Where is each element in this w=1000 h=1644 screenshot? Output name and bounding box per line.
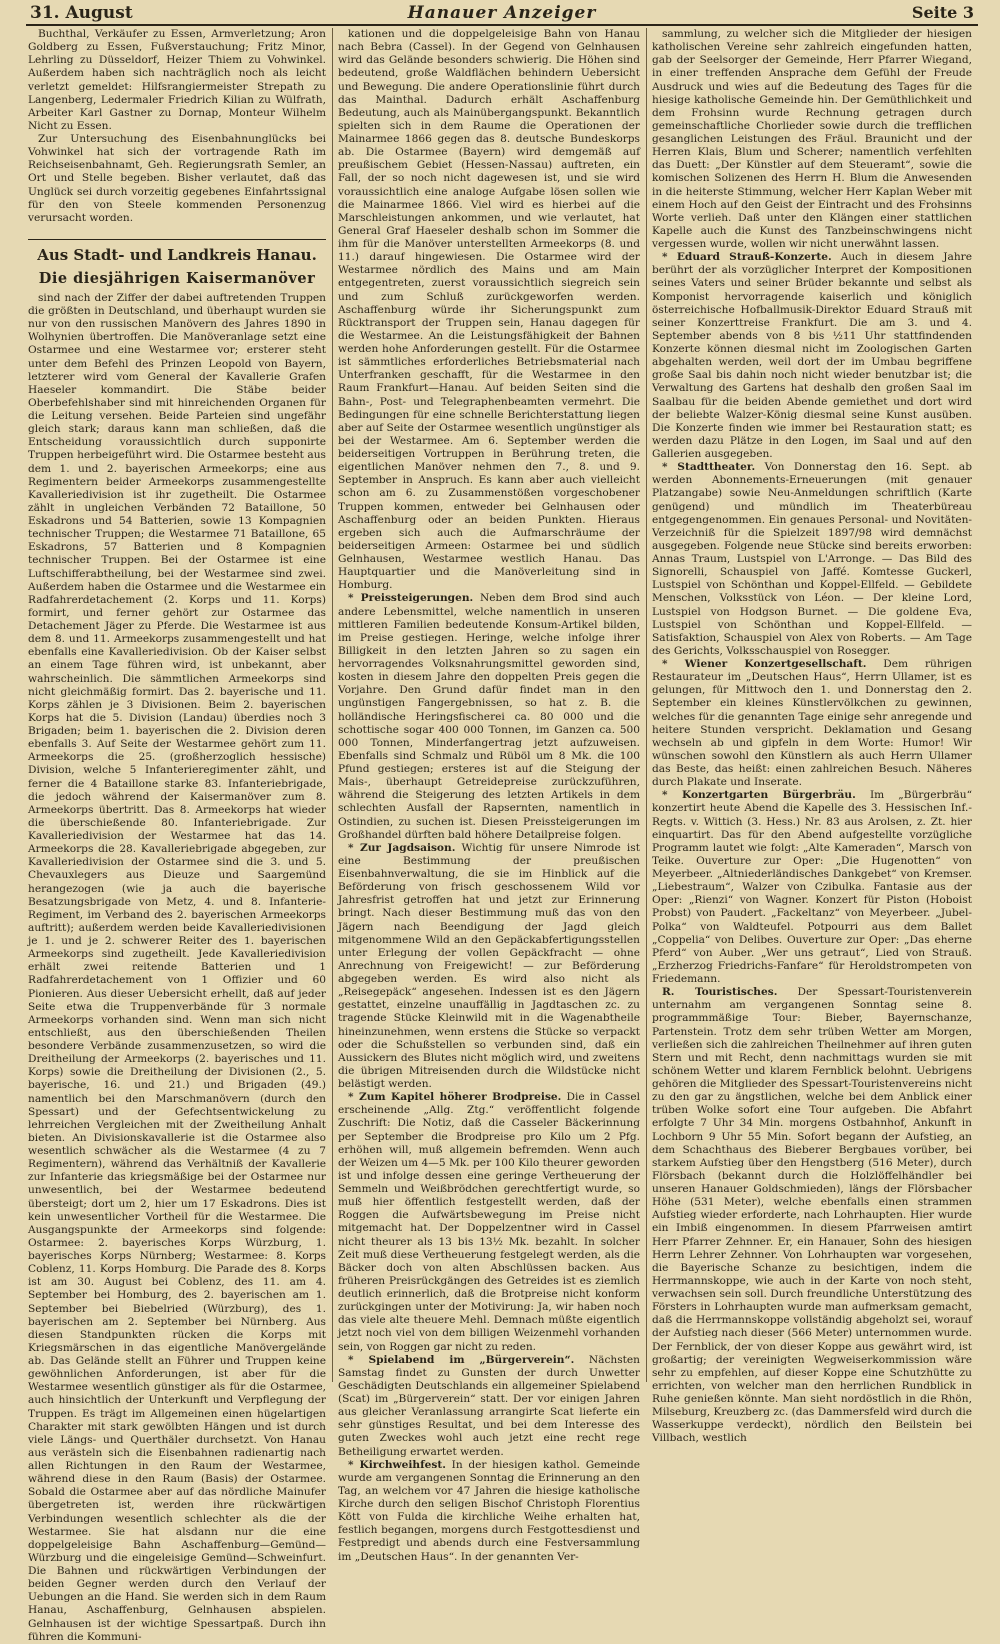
item-text: Von Donnerstag den 16. Sept. ab werden Abonnements-Erneuerungen (mit genauer Platzangabe) sowie Neu-Anmeldungen schriftlich (Karte genügend) und mündlich im Theaterbüreau entgegengenommen. Ein genaues Personal- und Novitäten-Verzeichniß für die Spielzeit 1897/98 wird demnächst ausgegeben. Folgende neue Stücke sind bereits erworben: Annas Traum, Lustspiel von L'Arronge. — Das Bild des Signorelli, Schauspiel von Jaffé. Komtesse Guckerl, Lustspiel von Schönthan und Koppel-Ellfeld. — Gebildete Menschen, Volksstück von Léon. — Der kleine Lord, Lustspiel von Hodgson Burnet. — Die goldene Eva, Lustspiel von Schönthan und Koppel-Ellfeld. — Satisfaktion, Schauspiel von Alex von Roberts. — Am Tage des Gerichts, Volksschauspiel von Rosegger. xyxy=(652,461,972,657)
column-2 xyxy=(338,28,641,1563)
item-text: Die in Cassel erscheinende „Allg. Ztg.“ veröffentlicht folgende Zuschrift: Die Notiz, daß die Casseler Bäckerinnung per September die Brodpreise pro Kilo um 2 Pfg. erhöhen will, muß allgemein befremden. Wenn auch der Weizen um 4—5 Mk. per 100 Kilo theurer geworden ist und infolge dessen eine geringe Vertheuerung der Semmeln und Weißbrödchen gerechtfertigt wurde, so muß hier öffentlich festgestellt werden, daß der Roggen die Aufwärtsbewegung im Preise nicht mitgemacht hat. Der Doppelzentner wird in Cassel nicht theurer als 13 bis 13½ Mk. bezahlt. In solcher Zeit muß diese Vertheuerung festgelegt werden, als die Bäcker doch von alten Abschlüssen backen. Aus früheren Preisrückgängen des Getreides ist es ziemlich deutlich erinnerlich, daß die Brotpreise nicht konform zurückgingen unter der Motivirung: Ja, wir haben noch das viele alte theuere Mehl. Demnach müßte eigentlich jetzt noch viel von dem billigen Weizenmehl vorhanden sein, von Roggen gar nicht zu reden. xyxy=(338,1091,640,1353)
column-3 xyxy=(652,28,973,1445)
item-heading: R. Touristisches. xyxy=(662,986,778,999)
section-heading: Aus Stadt- und Landkreis Hanau. xyxy=(28,239,326,265)
item-heading: * Kirchweihfest. xyxy=(348,1458,446,1471)
article-paragraph: sammlung, zu welcher sich die Mitglieder der hiesigen katholischen Vereine sehr zahlreich eingefunden hatten, gab der Seelsorger der Gemeinde, Herr Pfarrer Wiegand, in einer treffenden Ansprache dem Gefühl der Freude Ausdruck und wies auf die Bedeutung des Tages für die hiesige katholische Gemeinde hin. Der Gemüthlichkeit und dem Frohsinn wurde Rechnung getragen durch gemeinschaftliche Chorlieder sowie durch die trefflichen gesanglichen Leistungen des Fräul. Braunicht und der Herren Klais, Blum und Scherer; namentlich verfehlten das Duett: „Der Künstler auf dem Steueramt“, sowie die komischen Solizenen des Herrn H. Blum die Anwesenden in die heiterste Stimmung, welcher Herr Kaplan Weber mit einem Hoch auf den Geist der Eintracht und des Frohsinns Worte verlieh. Daß unter den Klängen einer stattlichen Kapelle auch die Kunst des Tanzbeinschwingens nicht vergessen wurde, wollen wir nicht unerwähnt lassen. xyxy=(652,28,972,250)
item-text: In der hiesigen kathol. Gemeinde wurde am vergangenen Sonntag die Erinnerung an den Tag, an welchem vor 47 Jahren die hiesige katholische Kirche durch den seligen Bischof Christoph Florentius Kött von Fulda die kirchliche Weihe erhalten hat, festlich begangen, morgens durch Festgottesdienst und Festpredigt und abends durch eine Festversammlung im „Deutschen Haus“. In der genannten Ver- xyxy=(338,1458,640,1563)
column-rule xyxy=(646,28,647,1382)
item-heading: * Konzertgarten Bürgerbräu. xyxy=(662,789,856,802)
item-heading: * Wiener Konzertgesellschaft. xyxy=(662,658,867,670)
item-text: Nächsten Samstag findet zu Gunsten der durch Unwetter Geschädigten Deutschlands ein allgemeiner Spielabend (Scat) im „Bürgerverein“ statt. Der vor einigen Jahren aus gleicher Veranlassung arrangirte Scat lieferte ein sehr günstiges Resultat, und bei dem Interesse des guten Zweckes wohl auch jetzt eine recht rege Betheiligung erwartet werden. xyxy=(338,1353,640,1458)
item-heading: * Preissteigerungen. xyxy=(348,592,474,605)
item-heading: * Eduard Strauß-Konzerte. xyxy=(662,251,832,264)
item-heading: * Zum Kapitel höherer Brodpreise. xyxy=(348,1091,562,1104)
item-text: Dem rührigen Restaurateur im „Deutschen Haus“, Herrn Ullamer, ist es gelungen, für Mittwoch den 1. und Donnerstag den 2. September ein kleines Künstlervölkchen zu gewinnen, welches für die genannten Tage einige sehr anregende und heitere Stunden verspricht. Deklamation und Gesang wechseln ab und gipfeln in dem Worte: Humor! Wir wünschen sowohl den Künstlern als auch Herrn Ullamer das Beste, das heißt: einen zahlreichen Besuch. Näheres durch Plakate und Inserate. xyxy=(652,658,972,789)
article-paragraph: Zur Untersuchung des Eisenbahnunglücks bei Vohwinkel hat sich der vortragende Rath im Reichseisenbahnamt, Geh. Regierungsrath Semler, an Ort und Stelle begeben. Bisher verlautet, daß das Unglück sei durch vorzeitig gegebenes Einfahrtssignal für den von Steele kommenden Personenzug verursacht worden. xyxy=(28,133,326,224)
item-text: Wichtig für unsere Nimrode ist eine Bestimmung der preußischen Eisenbahnverwaltung, die sie im Hinblick auf die Beförderung von frisch geschossenem Wild vor Jahresfrist getroffen hat und jetzt zur Erinnerung bringt. Nach dieser Bestimmung muß das von den Jägern nach Beendigung der Jagd gleich mitgenommene Wild an den Gepäckabfertigungsstellen unter Erlegung der vollen Gepäckfracht — ohne Anrechnung von Freigewicht! — zur Beförderung abgegeben werden. Es wird also nicht als „Reisegepäck“ angesehen. Indessen ist es den Jägern gestattet, einzelne unauffällig in Jagdtaschen zc. zu tragende Stücke Kleinwild mit in die Wagenabtheile hineinzunehmen, wenn erstens die Stücke so verpackt oder die Schußstellen so verbunden sind, daß ein Aussickern des Blutes nicht möglich wird, und zweitens die übrigen Mitreisenden durch die Wildstücke nicht belästigt werden. xyxy=(338,841,641,1090)
article-paragraph: kationen und die doppelgeleisige Bahn von Hanau nach Bebra (Cassel). In der Gegend von Gelnhausen wird das Gelände besonders schwierig. Die Höhen sind bedeutend, große Waldflächen behindern Uebersicht und Bewegung. Die andere Operationslinie führt durch das Mainthal. Dadurch erhält Aschaffenburg Bedeutung, auch als Mainübergangspunkt. Bekanntlich spielten sich in dem Raume die Operationen der Mainarmee 1866 gegen das 8. deutsche Bundeskorps ab. Die Ostarmee (Bayern) wird demgemäß auf preußischem Gebiet (Hessen-Nassau) auftreten, ein Fall, der so noch nicht dagewesen ist, und sie wird voraussichtlich eine analoge Aufgabe lösen sollen wie die Mainarmee 1866. Viel wird es hierbei auf die Marschleistungen ankommen, und wie verlautet, hat General Graf Haeseler deshalb schon im Sommer die ihm für die Manöver unterstellten Armeekorps (8. und 11.) darauf hingewiesen. Die Ostarmee wird der Westarmee nördlich des Mains und am Main entgegentreten, zuerst voraussichtlich siegreich sein und zum Schluß zurückgeworfen werden. Aschaffenburg würde ihr Sicherungspunkt zum Rücktransport der Truppen sein, Hanau dagegen für die Westarmee. An die Leistungsfähigkeit der Bahnen werden hohe Anforderungen gestellt. Für die Ostarmee ist sämmtliches erforderliches Betriebsmaterial nach Unterfranken geschafft, für die Westarmee in den Raum Frankfurt—Hanau. Auf beiden Seiten sind die Bahn-, Post- und Telegraphenbeamten vermehrt. Die Bedingungen für eine schnelle Berichterstattung liegen aber auf Seite der Ostarmee wesentlich ungünstiger als bei der Westarmee. Am 6. September werden die beiderseitigen Vortruppen in Berührung treten, die eigentlichen Manöver nehmen den 7., 8. und 9. September in Anspruch. Es kann aber auch vielleicht schon am 6. zu Zusammenstößen vorgeschobener Truppen kommen, entweder bei Gelnhausen oder Aschaffenburg oder an beiden Punkten. Hieraus ergeben sich auch die Aufmarschräume der beiderseitigen Armeen: Ostarmee bei und südlich Gelnhausen, Westarmee westlich Hanau. Das Hauptquartier und die Manöverleitung sind in Homburg. xyxy=(338,28,640,592)
item-heading: * Zur Jagdsaison. xyxy=(348,841,456,854)
item-text: Im „Bürgerbräu“ konzertirt heute Abend die Kapelle des 3. Hessischen Inf.-Regts. v. Wittich (3. Hess.) Nr. 83 aus Arolsen, z. Zt. hier einquartirt. Das für den Abend aufgestellte vorzügliche Programm lautet wie folgt: „Alte Kameraden“, Marsch von Teike. Ouverture zur Oper: „Die Hugenotten“ von Meyerbeer. „Altniederländisches Dankgebet“ von Kremser. „Liebestraum“, Walzer von Czibulka. Fantasie aus der Oper: „Rienzi“ von Wagner. Konzert für Piston (Hoboist Probst) von Paudert. „Fackeltanz“ von Meyerbeer. „Jubel-Polka“ von Waldteufel. Potpourri aus dem Ballet „Coppelia“ von Delibes. Ouverture zur Oper: „Das eherne Pferd“ von Auber. „Wer uns getraut“, Lied von Strauß. „Erzherzog Friedrichs-Fanfare“ für Heroldstrompeten von Friedemann. xyxy=(652,789,972,985)
issue-date: 31. August xyxy=(30,3,133,23)
article-paragraph: Buchthal, Verkäufer zu Essen, Armverletzung; Aron Goldberg zu Essen, Fußverstauchung; Fritz Minor, Lehrling zu Düsseldorf, Heizer Thiem zu Vohwinkel. Außerdem haben sich nachträglich noch als leicht verletzt gemeldet: Hilfsrangiermeister Strepath zu Langenberg, Ledermaler Friedrich Kilian zu Wülfrath, Arbeiter Karl Gastner zu Dornap, Monteur Wilhelm Nicht zu Essen. xyxy=(28,28,326,132)
item-text: Der Spessart-Touristenverein unternahm am vergangenen Sonntag seine 8. programmmäßige Tour: Bieber, Bayernschanze, Partenstein. Trotz dem sehr trüben Wetter am Morgen, verließen sich die zahlreichen Theilnehmer auf ihren guten Stern und mit Recht, denn nachmittags wurden sie mit schönem Wetter und klarem Fernblick belohnt. Uebrigens gehören die Mitglieder des Spessart-Touristenvereins nicht zu den gar zu ängstlichen, welche bei dem Anblick einer trüben Wolke sofort eine Tour aufgeben. Die Abfahrt erfolgte 7 Uhr 34 Min. morgens Ostbahnhof, Ankunft in Lochborn 9 Uhr 55 Min. Sofort begann der Aufstieg, an dem Schachthaus des Bieberer Bergbaues vorüber, bei starkem Aufstieg über den Hengstberg (516 Meter), durch Flörsbach (bekannt durch die Holzlöffelhändler bei unseren Hanauer Goldschmieden), längs der Flörsbacher Höhe (531 Meter), welche ebenfalls einen strammen Aufstieg wieder erforderte, nach Lohrhaupten. Hier wurde ein Imbiß eingenommen. In diesem Pfarrweisen amtirt Herr Pfarrer Zehnner. Er, ein Hanauer, Sohn des hiesigen Herrn Lehrer Zehnner. Von Lohrhaupten war vorgesehen, die Bayerische Schanze zu besichtigen, indem die Herrmannskoppe, wie auch in der Karte von noch steht, verwachsen sein soll. Durch freundliche Unterstützung des Försters in Lohrhaupten wurde man aufmerksam gemacht, daß die Herrmannskoppe vollständig abgeholzt sei, worauf der Aufstieg nach dieser (566 Meter) unternommen wurde. Der Fernblick, der von dieser Koppe aus gewährt wird, ist großartig; der vereinigten Wegweiserkommission wäre sehr zu empfehlen, auf dieser Koppe eine Schutzhütte zu errichten, von welcher man den herrlichen Rundblick in Ruhe genießen könnte. Man sieht nordöstlich in die Rhön, Milseburg, Kreuzberg zc. (das Dammersfeld wird durch die Wasserkuppe verdeckt), nördlich den Beilstein bei Villbach, westlich xyxy=(652,986,973,1445)
item-text: Auch in diesem Jahre berührt der als vorzüglicher Interpret der Kompositionen seines Vaters und seiner Brüder bekannte und selbst als Komponist hervorragende kaiserlich und königlich österreichische Hofballmusik-Direktor Eduard Strauß mit seiner Konzerttreise Frankfurt. Die am 3. und 4. September abends von 8 bis ½11 Uhr stattfindenden Konzerte können diesmal nicht im Zoologischen Garten abgehalten werden, weil dort der im Umbau begriffene große Saal bis dahin noch nicht wieder benutzbar ist; die Verwaltung des Gartens hat deshalb den großen Saal im Saalbau für die beiden Abende gemiethet und dort wird der beliebte Walzer-König diesmal seine Kunst ausüben. Die Konzerte finden wie immer bei Restauration statt; es werden dazu Plätze in den Logen, im Saal und auf den Gallerien ausgegeben. xyxy=(652,251,972,460)
article-paragraph: sind nach der Ziffer der dabei auftretenden Truppen die größten in Deutschland, und überhaupt wurden sie nur von den russischen Manövern des Jahres 1890 in Wolhynien übertroffen. Die Manöveranlage setzt eine Ostarmee und eine Westarmee vor; ersterer steht unter dem Befehl des Prinzen Leopold von Bayern, letzterer wird vom General der Kavallerie Grafen Haeseler kommandirt. Die Stäbe beider Oberbefehlshaber sind mit hinreichenden Organen für die Leitung versehen. Beide Parteien sind ungefähr gleich stark; daraus kann man schließen, daß die Entscheidung voraussichtlich durch supponirte Truppen herbeigeführt wird. Die Ostarmee besteht aus dem 1. und 2. bayerischen Armeekorps; eine aus Regimentern beider Armeekorps zusammengestellte Kavalleriedivision ist ihr zugetheilt. Die Ostarmee zählt in ungleichen Verbänden 72 Bataillone, 50 Eskadrons und 54 Batterien, sowie 13 Kompagnien technischer Truppen; die Westarmee 71 Bataillone, 65 Eskadrons, 57 Batterien und 8 Kompagnien technischer Truppen. Bei der Ostarmee ist eine Luftschifferabtheilung, bei der Westarmee sind zwei. Außerdem haben die Ostarmee und die Westarmee ein Radfahrerdetachement (2. Korps und 11. Korps) formirt, und ferner gehört zur Ostarmee das Detachement Jäger zu Pferde. Die Westarmee ist aus dem 8. und 11. Armeekorps zusammengestellt und hat ebenfalls eine Kavalleriedivision. Ob der Kaiser selbst an einem Tage führen wird, ist unbekannt, aber wahrscheinlich. Die sämmtlichen Armeekorps sind nicht gleichmäßig formirt. Das 2. bayerische und 11. Korps zählen je 3 Divisionen. Beim 2. bayerischen Korps hat die 5. Division (Landau) überdies noch 3 Brigaden; beim 1. bayerischen die 2. Division deren ebenfalls 3. Auf Seite der Westarmee gehört zum 11. Armeekorps die 25. (großherzoglich hessische) Division, welche 5 Infanterieregimenter zählt, und ferner die 4 Bataillone starke 83. Infanteriebrigade, die jedoch während der Kaisermanöver zum 8. Armeekorps übertritt. Das 8. Armeekorps hat wieder die überschießende 80. Infanteriebrigade. Zur Kavalleriedivision der Westarmee hat das 14. Armeekorps die 28. Kavalleriebrigade abgegeben, zur Kavalleriedivision der Ostarmee sind die 3. und 5. Chevauxlegers aus Dieuze und Saargemünd herangezogen (wie ja auch die bayerische Besatzungsbrigade von Metz, 4. und 8. Infanterie-Regiment, im Verband des 2. bayerischen Armeekorps auftritt); außerdem werden beide Kavalleriedivisionen je 1. und je 2. schwerer Reiter des 1. bayerischen Armeekorps sind zugetheilt. Jede Kavalleriedivision erhält zwei reitende Batterien und 1 Radfahrerdetachement von 1 Offizier und 60 Pionieren. Aus dieser Uebersicht erhellt, daß auf jeder Seite etwa die Truppenverbände für 3 normale Armeekorps vorhanden sind. Wenn man sich nicht entschließt, aus den überschießenden Theilen besondere Verbände zusammenzusetzen, so wird die Dreitheilung der Armeekorps (2. bayerisches und 11. Korps) sowie die Dreitheilung der Divisionen (2., 5. bayerische, 16. und 21.) und Brigaden (49.) namentlich bei den Marschmanövern (durch den Spessart) und der Gefechtsentwickelung zu lehrreichen Vergleichen mit der Zweitheilung Anhalt bieten. An Divisionskavallerie ist die Ostarmee also wesentlich schwächer als die Westarmee (4 zu 7 Regimentern), während das Verhältniß der Kavallerie zur Infanterie das kriegsmäßige bei der Ostarmee nur unwesentlich, bei der Westarmee bedeutend übersteigt; dort um 2, hier um 17 Eskadrons. Dies ist kein unwesentlicher Vortheil für die Westarmee. Die Ausgangspunkte der Armeekorps sind folgende: Ostarmee: 2. bayerisches Korps Würzburg, 1. bayerisches Korps Nürnberg; Westarmee: 8. Korps Coblenz, 11. Korps Homburg. Die Parade des 8. Korps ist am 30. August bei Coblenz, des 11. am 4. September bei Homburg, des 2. bayerischen am 1. September bei Biebelried (Würzburg), des 1. bayerischen am 2. September bei Nürnberg. Aus diesen Standpunkten rücken die Korps mit Kriegsmärschen in das eigentliche Manövergelände ab. Das Gelände stellt an Führer und Truppen keine gewöhnlichen Anforderungen, ist aber für die Westarmee wesentlich günstiger als für die Ostarmee, auch hinsichtlich der Unterkunft und Verpflegung der Truppen. Es trägt im Allgemeinen einen hügelartigen Charakter mit stark gewölbten Hängen und ist durch viele Längs- und Querthäler durchsetzt. Von Hanau aus verästeln sich die Eisenbahnen radienartig nach allen Richtungen in den Raum der Westarmee, während diese in den Raum (Basis) der Ostarmee. Sobald die Ostarmee aber auf das nördliche Mainufer übergetreten ist, werden ihre rückwärtigen Verbindungen wesentlich schlechter als die der Westarmee. Sie hat alsdann nur die eine doppelgeleisige Bahn Aschaffenburg—Gemünd—Würzburg und die eingeleisige Gemünd—Schweinfurt. Die Bahnen und rückwärtigen Verbindungen der beiden Gegner werden durch den Verlauf der Uebungen an die Hand. Sie werden sich in dem Raum Hanau, Aschaffenburg, Gelnhausen abspielen. Gelnhausen ist der wichtige Spessartpaß. Durch ihn führen die Kommuni- xyxy=(28,291,326,1643)
item-text: Neben dem Brod sind auch andere Lebensmittel, welche namentlich in unseren mittleren Familien bedeutende Konsum-Artikel bilden, im Preise gestiegen. Heringe, welche infolge ihrer Billigkeit in den letzten Jahren so zu sagen ein hervorragendes Volksnahrungsmittel geworden sind, kosten in diesem Jahre den doppelten Preis gegen die Vorjahre. Den Grund dafür findet man in den ungünstigen Fangergebnissen, so hat z. B. die holländische Heringsfischerei ca. 80 000 und die schottische sogar 400 000 Tonnen, im Ganzen ca. 500 000 Tonnen, Minderfangertrag jetzt aufzuweisen. Ebenfalls sind Schmalz und Rüböl um 8 Mk. die 100 Pfund gestiegen; ersteres ist auf die Steigung der Mais-, überhaupt Getreidepreise zurückzuführen, während die Steigerung des letzten Artikels in dem schlechten Ausfall der Rapsernten, namentlich in Ostindien, zu suchen ist. Diesen Preissteigerungen im Großhandel dürften bald höhere Detailpreise folgen. xyxy=(338,592,640,841)
column-1 xyxy=(28,28,326,1643)
article-headline: Die diesjährigen Kaisermanöver xyxy=(38,269,316,287)
page-number: Seite 3 xyxy=(911,3,974,22)
masthead xyxy=(26,2,978,26)
column-rule xyxy=(332,28,333,1382)
newspaper-title: Hanauer Anzeiger xyxy=(407,3,597,23)
item-heading: * Stadttheater. xyxy=(662,461,756,474)
item-heading: * Spielabend im „Bürgerverein“. xyxy=(348,1353,575,1366)
